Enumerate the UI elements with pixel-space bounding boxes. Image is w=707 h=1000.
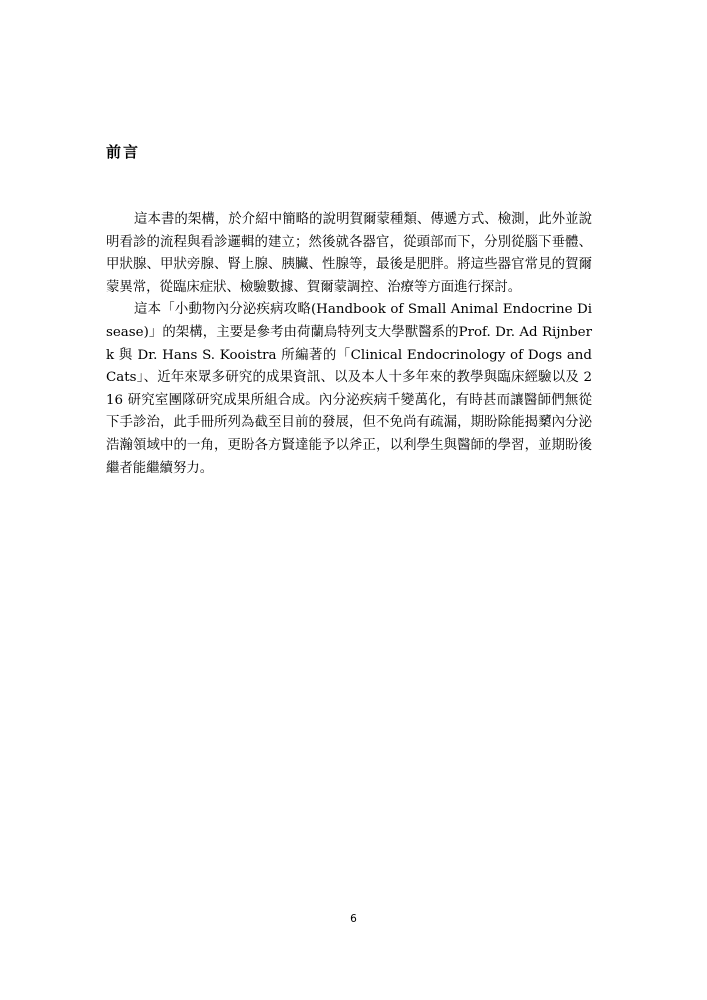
body-text [106, 209, 592, 480]
page-number: 6 [350, 913, 357, 925]
paragraph-sources: 這本「小動物內分泌疾病攻略(Handbook of Small Animal Endocrine Disease)」的架構，主要是參考由荷蘭烏特列支大學獸醫系的Prof. Dr. Ad Rijnberk 與 Dr. Hans S. Kooistra 所編著的「Clinical Endocrinology of Dogs and Cats」、近年來眾多研究的成果資訊、以及本人十多年來的教學與臨床經驗以及 216 研究室團隊研究成果所組合成。內分泌疾病千變萬化，有時甚而讓醫師們無從下手診治，此手冊所列為截至目前的發展，但不免尚有疏漏，期盼除能揭櫫內分泌浩瀚領域中的一角，更盼各方賢達能予以斧正，以利學生與醫師的學習，並期盼後繼者能繼續努力。 [106, 302, 592, 476]
paragraph-intro: 這本書的架構，於介紹中簡略的說明賀爾蒙種類、傳遞方式、檢測，此外並說明看診的流程與看診邏輯的建立；然後就各器官，從頭部而下，分別從腦下垂體、甲狀腺、甲狀旁腺、腎上腺、胰臟、性腺等，最後是肥胖。將這些器官常見的賀爾蒙異常，從臨床症狀、檢驗數據、賀爾蒙調控、治療等方面進行探討。 [106, 212, 592, 295]
section-heading: 前言 [106, 143, 141, 161]
